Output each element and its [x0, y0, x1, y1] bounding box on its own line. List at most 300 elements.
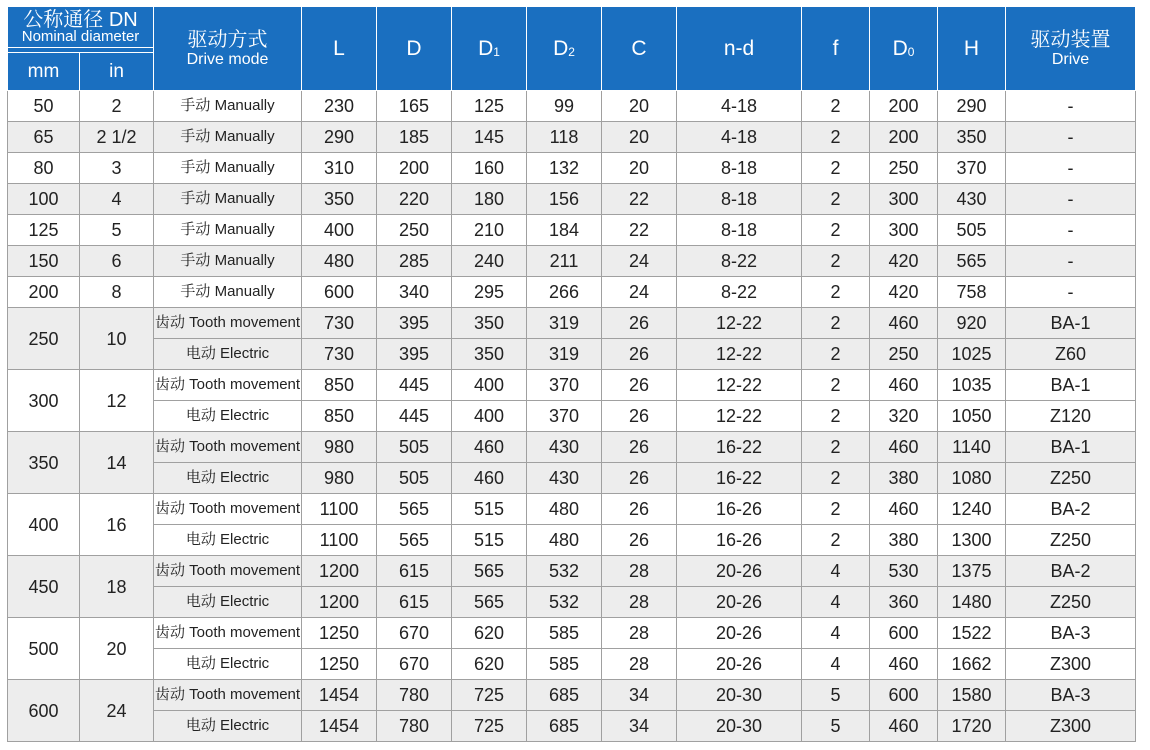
header-drive [1006, 7, 1136, 91]
cell-d1: 565 [452, 587, 527, 618]
cell-d1: 240 [452, 246, 527, 277]
table-row [8, 153, 1136, 184]
header-mm: mm [8, 53, 80, 91]
cell-f: 2 [802, 401, 870, 432]
cell-d0: 360 [870, 587, 938, 618]
cell-drive: BA-2 [1006, 556, 1136, 587]
cell-nd: 20-30 [677, 680, 802, 711]
cell-d0: 300 [870, 184, 938, 215]
cell-l: 1454 [302, 680, 377, 711]
cell-in: 16 [80, 494, 154, 556]
cell-l: 850 [302, 401, 377, 432]
cell-d1: 160 [452, 153, 527, 184]
cell-d: 615 [377, 556, 452, 587]
cell-nd: 12-22 [677, 401, 802, 432]
cell-nd: 12-22 [677, 308, 802, 339]
cell-nd: 20-26 [677, 649, 802, 680]
cell-drive: - [1006, 91, 1136, 122]
cell-nd: 20-30 [677, 711, 802, 742]
cell-in: 5 [80, 215, 154, 246]
cell-drive: Z250 [1006, 587, 1136, 618]
header-dn-en: Nominal diameter [8, 29, 153, 48]
cell-d: 285 [377, 246, 452, 277]
spec-table-container [7, 6, 1136, 742]
cell-d: 670 [377, 649, 452, 680]
cell-drive: Z120 [1006, 401, 1136, 432]
cell-c: 22 [602, 184, 677, 215]
cell-d0: 420 [870, 277, 938, 308]
cell-d0: 460 [870, 432, 938, 463]
cell-d0: 600 [870, 618, 938, 649]
cell-d1: 180 [452, 184, 527, 215]
cell-drive: - [1006, 246, 1136, 277]
cell-d2: 370 [527, 370, 602, 401]
cell-nd: 20-26 [677, 556, 802, 587]
cell-h: 1580 [938, 680, 1006, 711]
cell-drive: - [1006, 184, 1136, 215]
header-H: H [938, 7, 1006, 91]
cell-drive: Z250 [1006, 463, 1136, 494]
cell-h: 1375 [938, 556, 1006, 587]
cell-in: 24 [80, 680, 154, 742]
dimension-spec-table [7, 6, 1136, 742]
cell-d: 565 [377, 494, 452, 525]
cell-d1: 620 [452, 649, 527, 680]
cell-f: 2 [802, 184, 870, 215]
cell-drive-mode: 齿动 Tooth movement [154, 494, 302, 525]
header-D1-sub: 1 [493, 44, 500, 59]
cell-d2: 132 [527, 153, 602, 184]
cell-c: 20 [602, 122, 677, 153]
cell-d1: 725 [452, 711, 527, 742]
cell-c: 20 [602, 91, 677, 122]
cell-d: 505 [377, 463, 452, 494]
cell-d1: 400 [452, 370, 527, 401]
cell-drive: BA-2 [1006, 494, 1136, 525]
cell-d2: 430 [527, 463, 602, 494]
cell-d1: 565 [452, 556, 527, 587]
cell-c: 26 [602, 525, 677, 556]
cell-nd: 20-26 [677, 618, 802, 649]
header-n-d: n-d [677, 7, 802, 91]
cell-nd: 8-18 [677, 184, 802, 215]
cell-d0: 250 [870, 153, 938, 184]
cell-l: 1200 [302, 556, 377, 587]
cell-drive-mode: 电动 Electric [154, 401, 302, 432]
cell-d1: 145 [452, 122, 527, 153]
cell-c: 24 [602, 246, 677, 277]
cell-nd: 16-22 [677, 432, 802, 463]
cell-drive: Z300 [1006, 711, 1136, 742]
cell-f: 2 [802, 277, 870, 308]
cell-d: 670 [377, 618, 452, 649]
header-D2-sub: 2 [568, 44, 575, 59]
cell-d: 395 [377, 308, 452, 339]
cell-f: 4 [802, 618, 870, 649]
cell-mm: 65 [8, 122, 80, 153]
cell-mm: 350 [8, 432, 80, 494]
cell-d1: 460 [452, 463, 527, 494]
cell-l: 350 [302, 184, 377, 215]
cell-drive-mode: 手动 Manually [154, 215, 302, 246]
header-D0-sub: 0 [907, 44, 915, 59]
cell-h: 1025 [938, 339, 1006, 370]
cell-d: 615 [377, 587, 452, 618]
cell-drive: - [1006, 277, 1136, 308]
cell-mm: 125 [8, 215, 80, 246]
cell-h: 350 [938, 122, 1006, 153]
cell-h: 1522 [938, 618, 1006, 649]
cell-d2: 211 [527, 246, 602, 277]
cell-f: 2 [802, 370, 870, 401]
cell-drive: BA-3 [1006, 618, 1136, 649]
cell-d2: 184 [527, 215, 602, 246]
header-D1-base: D [478, 36, 494, 60]
cell-c: 26 [602, 339, 677, 370]
cell-l: 1454 [302, 711, 377, 742]
cell-l: 1250 [302, 618, 377, 649]
cell-l: 1200 [302, 587, 377, 618]
cell-d0: 380 [870, 525, 938, 556]
cell-l: 480 [302, 246, 377, 277]
cell-c: 34 [602, 680, 677, 711]
cell-drive: BA-1 [1006, 370, 1136, 401]
cell-f: 2 [802, 463, 870, 494]
table-row [8, 432, 1136, 463]
cell-d0: 420 [870, 246, 938, 277]
table-row [8, 401, 1136, 432]
cell-l: 730 [302, 339, 377, 370]
cell-drive-mode: 齿动 Tooth movement [154, 618, 302, 649]
cell-nd: 16-26 [677, 525, 802, 556]
table-row [8, 277, 1136, 308]
cell-d0: 460 [870, 370, 938, 401]
cell-drive-mode: 手动 Manually [154, 277, 302, 308]
cell-d1: 125 [452, 91, 527, 122]
cell-h: 1662 [938, 649, 1006, 680]
header-D2 [527, 7, 602, 91]
table-row [8, 556, 1136, 587]
table-row [8, 711, 1136, 742]
cell-d0: 200 [870, 122, 938, 153]
header-drive-cn: 驱动装置 [1030, 28, 1111, 51]
cell-c: 34 [602, 711, 677, 742]
cell-mm: 80 [8, 153, 80, 184]
header-drive-mode [154, 7, 302, 91]
cell-drive-mode: 电动 Electric [154, 587, 302, 618]
cell-f: 4 [802, 649, 870, 680]
cell-d0: 460 [870, 649, 938, 680]
cell-c: 26 [602, 308, 677, 339]
cell-d2: 585 [527, 649, 602, 680]
cell-f: 4 [802, 556, 870, 587]
cell-d0: 300 [870, 215, 938, 246]
cell-drive: BA-3 [1006, 680, 1136, 711]
cell-d2: 685 [527, 711, 602, 742]
cell-h: 1140 [938, 432, 1006, 463]
cell-mm: 500 [8, 618, 80, 680]
cell-d: 200 [377, 153, 452, 184]
cell-f: 4 [802, 587, 870, 618]
cell-mm: 150 [8, 246, 80, 277]
cell-f: 2 [802, 246, 870, 277]
cell-drive: BA-1 [1006, 432, 1136, 463]
cell-d: 185 [377, 122, 452, 153]
cell-d2: 266 [527, 277, 602, 308]
cell-f: 2 [802, 308, 870, 339]
cell-mm: 600 [8, 680, 80, 742]
cell-f: 5 [802, 711, 870, 742]
cell-h: 565 [938, 246, 1006, 277]
header-D0 [870, 7, 938, 91]
cell-l: 600 [302, 277, 377, 308]
cell-d1: 400 [452, 401, 527, 432]
cell-mm: 300 [8, 370, 80, 432]
cell-f: 2 [802, 91, 870, 122]
cell-d2: 319 [527, 339, 602, 370]
cell-f: 2 [802, 525, 870, 556]
cell-mm: 50 [8, 91, 80, 122]
header-drive-en: Drive [1051, 50, 1090, 68]
cell-drive: Z250 [1006, 525, 1136, 556]
cell-l: 230 [302, 91, 377, 122]
cell-l: 730 [302, 308, 377, 339]
cell-d: 445 [377, 370, 452, 401]
header-dn-cn: 公称通径 DN [23, 9, 138, 31]
cell-d1: 295 [452, 277, 527, 308]
cell-d2: 685 [527, 680, 602, 711]
cell-nd: 12-22 [677, 339, 802, 370]
cell-drive-mode: 齿动 Tooth movement [154, 370, 302, 401]
cell-h: 1300 [938, 525, 1006, 556]
cell-c: 22 [602, 215, 677, 246]
cell-l: 980 [302, 432, 377, 463]
cell-f: 5 [802, 680, 870, 711]
cell-d: 565 [377, 525, 452, 556]
cell-d1: 350 [452, 308, 527, 339]
cell-h: 290 [938, 91, 1006, 122]
cell-l: 400 [302, 215, 377, 246]
cell-drive: Z300 [1006, 649, 1136, 680]
cell-d0: 460 [870, 494, 938, 525]
cell-mm: 100 [8, 184, 80, 215]
cell-d0: 380 [870, 463, 938, 494]
cell-d0: 250 [870, 339, 938, 370]
table-row [8, 215, 1136, 246]
header-L: L [302, 7, 377, 91]
cell-drive: - [1006, 153, 1136, 184]
cell-l: 1250 [302, 649, 377, 680]
cell-d2: 99 [527, 91, 602, 122]
cell-d: 395 [377, 339, 452, 370]
cell-mm: 200 [8, 277, 80, 308]
cell-f: 2 [802, 339, 870, 370]
cell-in: 2 1/2 [80, 122, 154, 153]
cell-d1: 460 [452, 432, 527, 463]
cell-l: 850 [302, 370, 377, 401]
cell-drive-mode: 齿动 Tooth movement [154, 432, 302, 463]
header-C: C [602, 7, 677, 91]
cell-in: 4 [80, 184, 154, 215]
cell-drive-mode: 齿动 Tooth movement [154, 680, 302, 711]
cell-d: 445 [377, 401, 452, 432]
cell-l: 1100 [302, 525, 377, 556]
header-mode-en: Drive mode [186, 50, 269, 68]
header-D0-base: D [892, 36, 908, 60]
cell-drive-mode: 电动 Electric [154, 463, 302, 494]
table-row [8, 525, 1136, 556]
cell-h: 505 [938, 215, 1006, 246]
cell-l: 980 [302, 463, 377, 494]
cell-drive-mode: 手动 Manually [154, 184, 302, 215]
cell-drive-mode: 手动 Manually [154, 153, 302, 184]
header-in: in [80, 53, 154, 91]
cell-d2: 370 [527, 401, 602, 432]
cell-c: 28 [602, 618, 677, 649]
cell-drive-mode: 齿动 Tooth movement [154, 308, 302, 339]
cell-d0: 200 [870, 91, 938, 122]
cell-c: 26 [602, 463, 677, 494]
cell-in: 10 [80, 308, 154, 370]
cell-nd: 16-26 [677, 494, 802, 525]
table-row [8, 184, 1136, 215]
header-D: D [377, 7, 452, 91]
cell-d: 220 [377, 184, 452, 215]
table-row [8, 370, 1136, 401]
cell-c: 26 [602, 370, 677, 401]
cell-h: 920 [938, 308, 1006, 339]
cell-d0: 600 [870, 680, 938, 711]
table-row [8, 587, 1136, 618]
cell-drive-mode: 电动 Electric [154, 339, 302, 370]
cell-d0: 460 [870, 711, 938, 742]
table-header [8, 7, 1136, 91]
cell-c: 24 [602, 277, 677, 308]
cell-h: 1480 [938, 587, 1006, 618]
cell-c: 28 [602, 556, 677, 587]
cell-d2: 118 [527, 122, 602, 153]
cell-drive-mode: 齿动 Tooth movement [154, 556, 302, 587]
table-row [8, 246, 1136, 277]
cell-nd: 8-18 [677, 215, 802, 246]
cell-d2: 156 [527, 184, 602, 215]
cell-h: 1080 [938, 463, 1006, 494]
table-row [8, 91, 1136, 122]
table-row [8, 618, 1136, 649]
cell-nd: 8-22 [677, 277, 802, 308]
cell-d2: 480 [527, 494, 602, 525]
table-row [8, 494, 1136, 525]
table-body [8, 91, 1136, 742]
cell-h: 1240 [938, 494, 1006, 525]
cell-d0: 320 [870, 401, 938, 432]
cell-d0: 460 [870, 308, 938, 339]
cell-d: 780 [377, 680, 452, 711]
cell-d1: 350 [452, 339, 527, 370]
table-row [8, 339, 1136, 370]
cell-f: 2 [802, 432, 870, 463]
cell-drive-mode: 手动 Manually [154, 122, 302, 153]
header-mode-cn: 驱动方式 [187, 28, 268, 51]
cell-d: 780 [377, 711, 452, 742]
cell-in: 12 [80, 370, 154, 432]
cell-c: 28 [602, 587, 677, 618]
cell-l: 310 [302, 153, 377, 184]
cell-h: 758 [938, 277, 1006, 308]
cell-drive: - [1006, 215, 1136, 246]
cell-nd: 20-26 [677, 587, 802, 618]
cell-mm: 400 [8, 494, 80, 556]
cell-d2: 430 [527, 432, 602, 463]
cell-d1: 725 [452, 680, 527, 711]
cell-h: 1050 [938, 401, 1006, 432]
header-nominal-diameter [8, 7, 154, 53]
cell-d1: 515 [452, 494, 527, 525]
cell-nd: 16-22 [677, 463, 802, 494]
cell-drive: BA-1 [1006, 308, 1136, 339]
cell-d: 505 [377, 432, 452, 463]
cell-drive-mode: 电动 Electric [154, 525, 302, 556]
cell-in: 2 [80, 91, 154, 122]
table-row [8, 649, 1136, 680]
cell-nd: 8-18 [677, 153, 802, 184]
cell-mm: 450 [8, 556, 80, 618]
cell-d: 250 [377, 215, 452, 246]
cell-d2: 532 [527, 556, 602, 587]
cell-c: 26 [602, 494, 677, 525]
cell-l: 1100 [302, 494, 377, 525]
table-row [8, 680, 1136, 711]
cell-drive-mode: 电动 Electric [154, 649, 302, 680]
cell-f: 2 [802, 122, 870, 153]
cell-h: 430 [938, 184, 1006, 215]
cell-d1: 515 [452, 525, 527, 556]
cell-h: 1720 [938, 711, 1006, 742]
cell-in: 3 [80, 153, 154, 184]
cell-d1: 620 [452, 618, 527, 649]
cell-drive-mode: 电动 Electric [154, 711, 302, 742]
cell-f: 2 [802, 494, 870, 525]
table-row [8, 122, 1136, 153]
cell-d2: 319 [527, 308, 602, 339]
cell-drive: Z60 [1006, 339, 1136, 370]
cell-mm: 250 [8, 308, 80, 370]
cell-drive-mode: 手动 Manually [154, 91, 302, 122]
cell-h: 1035 [938, 370, 1006, 401]
cell-d: 165 [377, 91, 452, 122]
cell-l: 290 [302, 122, 377, 153]
header-D2-base: D [553, 36, 569, 60]
cell-f: 2 [802, 215, 870, 246]
cell-drive: - [1006, 122, 1136, 153]
table-row [8, 308, 1136, 339]
cell-f: 2 [802, 153, 870, 184]
cell-drive-mode: 手动 Manually [154, 246, 302, 277]
table-row [8, 463, 1136, 494]
cell-nd: 4-18 [677, 91, 802, 122]
cell-nd: 4-18 [677, 122, 802, 153]
header-D1 [452, 7, 527, 91]
cell-c: 26 [602, 432, 677, 463]
cell-nd: 12-22 [677, 370, 802, 401]
cell-c: 26 [602, 401, 677, 432]
cell-d2: 480 [527, 525, 602, 556]
cell-in: 20 [80, 618, 154, 680]
header-f: f [802, 7, 870, 91]
cell-d0: 530 [870, 556, 938, 587]
cell-c: 28 [602, 649, 677, 680]
cell-in: 8 [80, 277, 154, 308]
